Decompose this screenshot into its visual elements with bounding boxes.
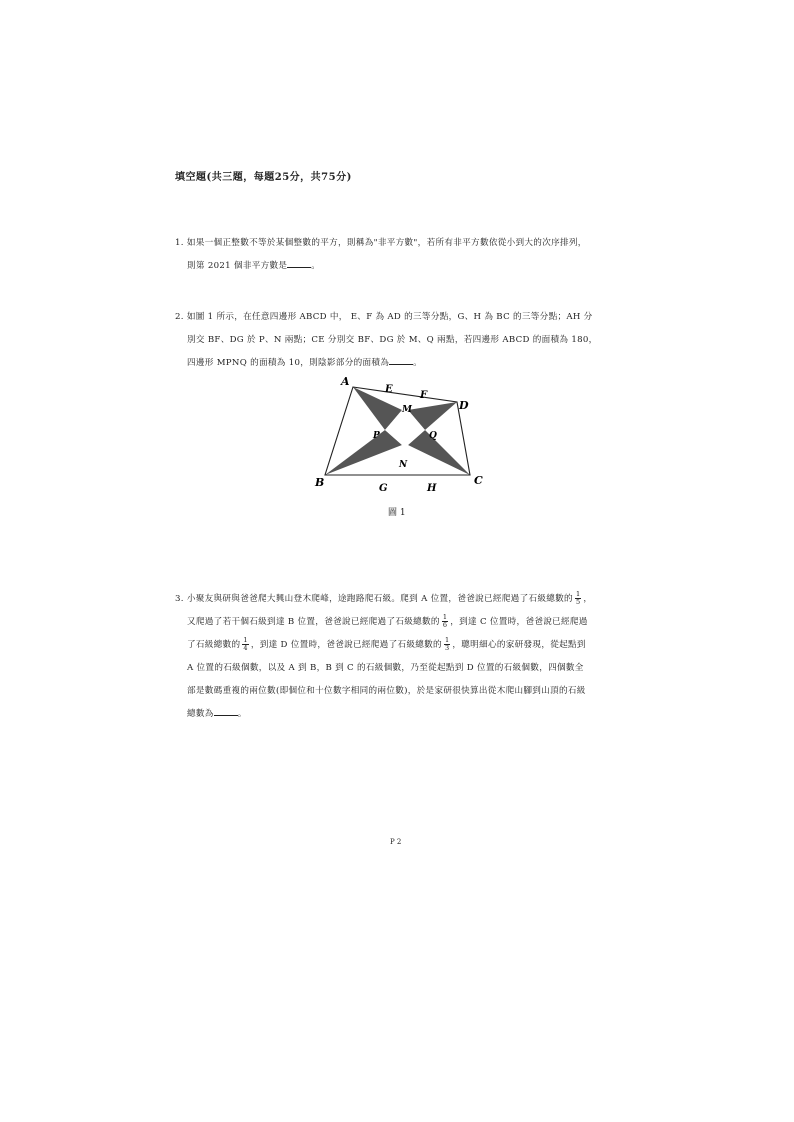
question-3 [175, 588, 615, 726]
frac-den: 3 [444, 644, 450, 652]
question-1 [175, 232, 615, 278]
label-M: M [402, 405, 412, 415]
q3-l2-text: 又爬過了若干個石級到達 B 位置，爸爸說已經爬過了石級總數的 [187, 617, 440, 627]
frac-num: 1 [243, 636, 248, 644]
frac-den: 6 [442, 621, 448, 629]
figure-1 [305, 372, 505, 501]
q2-text: 四邊形 MPNQ 的面積為 10，則陰影部分的面積為 [187, 358, 390, 368]
q3-l1-end: ， [583, 594, 593, 604]
q2-period: 。 [413, 358, 423, 368]
q3-line-5: 部是數碼重複的兩位數(即個位和十位數字相同的兩位數)，於是家研很快算出從木爬山腳到山頂的石級 [187, 686, 586, 696]
section-title: 填空題(共三題，每題25分，共75分) [175, 172, 352, 183]
q1-answer-blank[interactable] [287, 259, 311, 268]
label-G: G [379, 483, 388, 494]
frac-num: 1 [575, 590, 581, 598]
fraction-one-sixth [442, 614, 448, 629]
q1-line-1: 1. 如果一個正整數不等於某個整數的平方，則稱為"非平方數"，若所有非平方數依從小到大的次序排列， [175, 238, 587, 248]
q3-l6-text: 總數為 [187, 709, 214, 719]
frac-den: 4 [243, 644, 248, 652]
q2-line-1: 2. 如圖 1 所示，在任意四邊形 ABCD 中， E、F 為 AD 的三等分點，G、H 為 BC 的三等分點；AH 分 [175, 312, 593, 322]
label-D: D [459, 399, 469, 412]
question-2 [175, 306, 615, 375]
fraction-one-fifth [575, 591, 581, 606]
q3-answer-blank[interactable] [214, 707, 238, 716]
q1-period: 。 [311, 261, 321, 271]
q3-l3-mid: ，到達 D 位置時，爸爸說已經爬過了石級總數的 [250, 640, 442, 650]
label-A: A [341, 375, 350, 388]
q3-line-1 [175, 588, 615, 611]
q3-l1-text: 3. 小聚友與研與爸爸爬大興山登木爬峰，途跑路爬石級。爬到 A 位置，爸爸說已經爬過了石級總數的 [175, 594, 573, 604]
label-E: E [385, 384, 393, 395]
q3-period: 。 [237, 709, 247, 719]
label-B: B [315, 476, 325, 489]
q2-line-2: 別交 BF、DG 於 P、N 兩點；CE 分別交 BF、DG 於 M、Q 兩點，若四邊形 ABCD 的面積為 180， [187, 335, 598, 345]
quadrilateral-diagram [305, 372, 505, 497]
label-Q: Q [429, 431, 437, 441]
q3-line-4: A 位置的石級個數，以及 A 到 B，B 到 C 的石級個數，乃至從起點到 D 位置的石級個數，四個數全 [187, 663, 584, 673]
q3-l3-end: ，聰明細心的家研發現，從起點到 [452, 640, 586, 650]
label-H: H [427, 483, 437, 494]
label-N: N [399, 460, 408, 470]
q1-text: 則第 2021 個非平方數是 [187, 261, 288, 271]
frac-num: 1 [442, 613, 448, 621]
page-number: P 2 [390, 838, 402, 846]
figure-caption: 圖 1 [388, 508, 406, 518]
q3-line-2 [175, 611, 615, 634]
label-C: C [474, 474, 483, 487]
frac-den: 5 [575, 598, 581, 606]
q3-line-3 [175, 634, 615, 657]
shaded-region-bottom-left [325, 430, 402, 475]
frac-num: 1 [444, 636, 450, 644]
q3-l2-end: ，到達 C 位置時，爸爸說已經爬過 [450, 617, 588, 627]
fraction-one-quarter [242, 637, 248, 652]
q2-answer-blank[interactable] [389, 356, 413, 365]
fraction-one-third [444, 637, 450, 652]
q3-l3-text: 了石級總數的 [187, 640, 241, 650]
q3-line-6 [175, 703, 615, 726]
q1-line-2 [175, 255, 615, 278]
label-P: P [373, 431, 380, 441]
label-F: F [420, 390, 428, 401]
